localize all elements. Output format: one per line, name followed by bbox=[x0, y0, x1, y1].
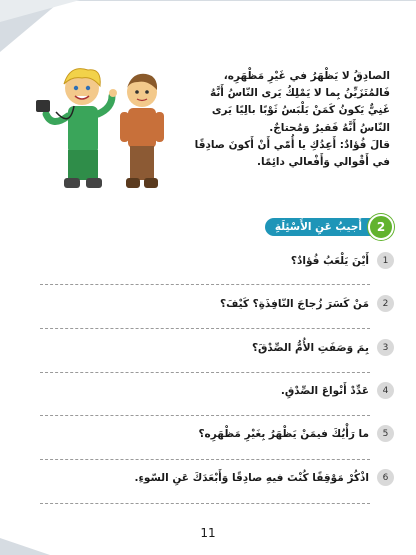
passage-line: غَنِيٌّ يَكونُ كَمَنْ يَلْبَسُ ثَوْبًا بالِيًا يَرى bbox=[211, 104, 390, 117]
section-number-badge: 2 bbox=[368, 214, 394, 240]
page-corner-decoration-bottom bbox=[0, 536, 60, 555]
question-1 bbox=[34, 252, 394, 269]
question-4 bbox=[34, 382, 394, 399]
question-text: عَدِّدْ أَنْواعَ الصِّدْقِ. bbox=[280, 384, 369, 397]
question-2 bbox=[34, 295, 394, 312]
passage-line: في أَقْوالي وَأَفْعالي دائِمًا. bbox=[256, 156, 390, 169]
section-title: أُجيبُ عَنِ الأَسْئِلَةِ bbox=[265, 218, 376, 236]
question-number: 3 bbox=[377, 339, 394, 356]
reading-passage bbox=[185, 68, 390, 171]
answer-line[interactable] bbox=[40, 284, 370, 285]
question-text: أَيْنَ يَلْعَبُ فُؤادٌ؟ bbox=[290, 254, 369, 267]
passage-line: قالَ فُؤادٌ: أَعِدُكِ يا أُمّي أَنْ أَكونَ صادِقًا bbox=[194, 138, 390, 151]
question-5 bbox=[34, 425, 394, 442]
question-text: اذْكُرْ مَوْقِفًا كُنْتَ فيهِ صادِقًا وَأَبْعَدَكَ عَنِ السّوءِ. bbox=[134, 471, 369, 484]
question-6 bbox=[34, 469, 394, 486]
boy-with-stethoscope bbox=[36, 69, 117, 188]
question-number: 1 bbox=[377, 252, 394, 269]
passage-line: فَالمُتَزَيِّنُ بِما لا يَمْلِكُ يَرى النّاسُ أَنَّهُ bbox=[210, 87, 390, 100]
question-3 bbox=[34, 339, 394, 356]
answer-line[interactable] bbox=[40, 372, 370, 373]
section-header bbox=[265, 214, 394, 240]
question-text: ما رَأْيُكَ فيمَنْ يَظْهَرُ بِغَيْرِ مَظْهَرِه؟ bbox=[198, 427, 369, 440]
children-illustration bbox=[30, 66, 180, 206]
passage-line: النّاسُ أَنَّهُ فَقيرٌ وَمُحتاجٌ. bbox=[269, 121, 390, 134]
answer-line[interactable] bbox=[40, 503, 370, 504]
passage-line: الصادِقُ لا يَظْهَرُ في غَيْرِ مَظْهَرِه، bbox=[223, 70, 390, 82]
boy-brown-hair bbox=[120, 74, 164, 188]
question-number: 4 bbox=[377, 382, 394, 399]
question-number: 2 bbox=[377, 295, 394, 312]
question-number: 5 bbox=[377, 425, 394, 442]
answer-line[interactable] bbox=[40, 415, 370, 416]
page-corner-decoration bbox=[0, 0, 416, 60]
answer-line[interactable] bbox=[40, 328, 370, 329]
question-text: بِمَ وَصَفَتِ الأُمُّ الصِّدْقَ؟ bbox=[251, 341, 369, 354]
question-text: مَنْ كَسَرَ زُجاجَ النّافِذَةِ؟ كَيْفَ؟ bbox=[219, 297, 369, 310]
page-number: 11 bbox=[200, 526, 216, 540]
question-number: 6 bbox=[377, 469, 394, 486]
answer-line[interactable] bbox=[40, 459, 370, 460]
